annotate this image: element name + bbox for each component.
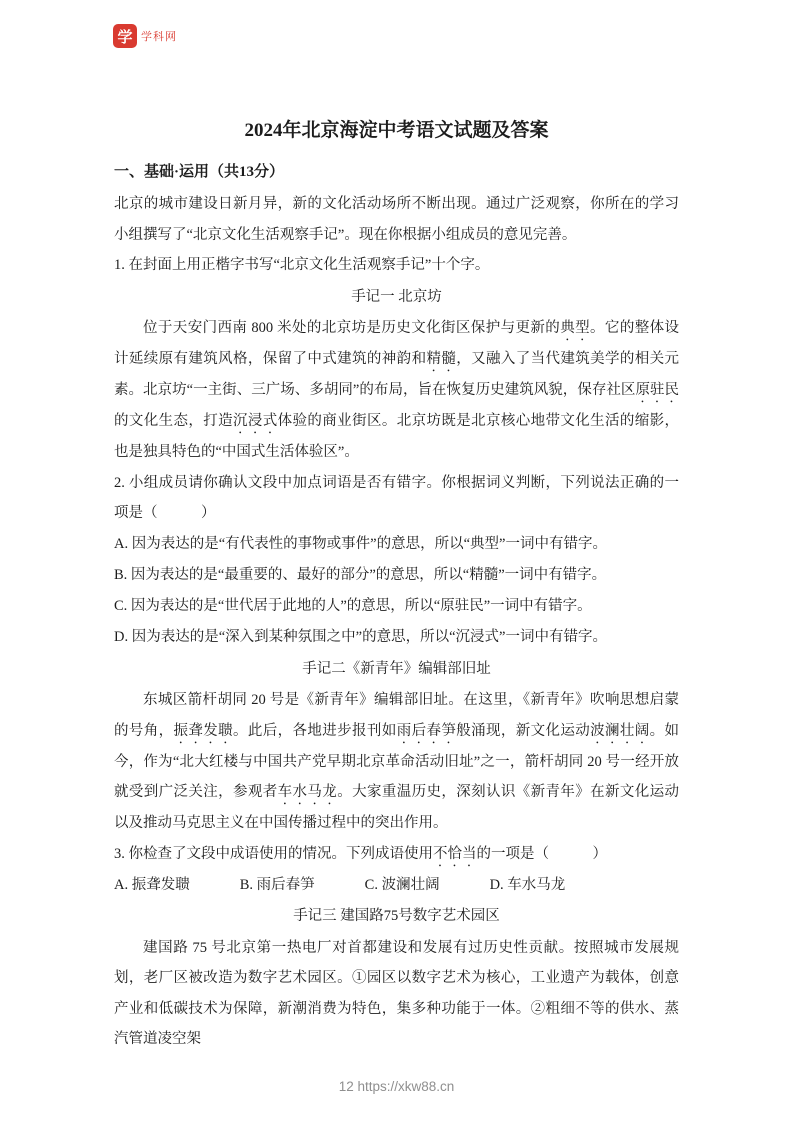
question-2-option: C. 因为表达的是“世代居于此地的人”的意思，所以“原驻民”一词中有错字。 — [114, 597, 592, 614]
emphasized-word: 沉浸式 — [233, 413, 278, 429]
question-2-option: B. 因为表达的是“最重要的、最好的部分”的意思，所以“精髓”一词中有错字。 — [114, 566, 607, 583]
text-segment: 位于天安门西南 800 米处的北京坊是历史文化街区保护与更新的 — [143, 320, 561, 336]
emphasized-word: 精髓 — [426, 351, 457, 367]
text-segment: 体验的商业街区。北京坊既是北京核心地带文化生活的缩影，也是独具特色的“中国式生活体验区”。 — [114, 413, 680, 460]
question-3-options — [114, 870, 679, 901]
passage-2 — [114, 685, 679, 839]
text-segment: ，又融入了当代建筑美学的相关元素。北京坊“一主街、三广场、多胡同”的布局，旨在恢复历史建筑风貌，保存社区 — [114, 351, 680, 398]
text-segment: 般涌现，新文化运动 — [456, 722, 591, 739]
emphasized-word: 波澜壮阔 — [590, 722, 650, 739]
emphasized-word: 车水马龙 — [277, 784, 338, 800]
note3-title: 手记三 建国路75号数字艺术园区 — [293, 908, 500, 924]
emphasized-word: 典型 — [560, 320, 591, 336]
page-footer-text: 12 https://xkw88.cn — [338, 1079, 455, 1094]
emphasized-word: 振聋发聩 — [173, 722, 234, 739]
site-logo-icon: 学 — [113, 24, 137, 48]
note1-title: 手记一 北京坊 — [351, 288, 442, 305]
text-segment: 东城区箭杆胡同 20 号是《新青年》编辑部旧址。在这里，《新青年》吹响思想启蒙的号角， — [114, 692, 679, 739]
emphasized-word: 不恰当 — [433, 845, 477, 862]
question-2: 2. 小组成员请你确认文段中加点词语是否有错字。你根据词义判断，下列说法正确的一项是（ ） — [114, 474, 679, 521]
text-segment: 3. 你检查了文段中成语使用的情况。下列成语使用 — [114, 845, 433, 862]
question-2-option: A. 因为表达的是“有代表性的事物或事件”的意思，所以“典型”一词中有错字。 — [114, 535, 607, 552]
page-title: 2024年北京海淀中考语文试题及答案 — [244, 120, 549, 141]
question-3 — [114, 839, 679, 870]
note2-title: 手记二《新青年》编辑部旧址 — [302, 660, 491, 677]
section-heading: 一、基础·运用（共13分） — [114, 164, 285, 180]
text-segment: 。如今，作为“北大红楼与中国共产党早期北京革命活动旧址”之一，箭杆胡同 20 号一经开放就受到广泛关注，参观者 — [114, 722, 680, 800]
question-3-option: D. 车水马龙 — [489, 876, 566, 893]
site-logo — [113, 24, 177, 48]
question-2-option: D. 因为表达的是“深入到某种氛围之中”的意思，所以“沉浸式”一词中有错字。 — [114, 628, 607, 645]
question-1: 1. 在封面上用正楷字书写“北京文化生活观察手记”十个字。 — [114, 257, 490, 273]
site-logo-text: 学科网 — [141, 31, 177, 43]
passage-3: 建国路 75 号北京第一热电厂对首都建设和发展有过历史性贡献。按照城市发展规划，老厂区被改造为数字艺术园区。①园区以数字艺术为核心，工业遗产为载体，创意产业和低碳技术为保障，新潮消费为特色，集多种功能于一体。②粗细不等的供水、蒸汽管道凌空架 — [114, 939, 679, 1047]
question-2-options — [114, 529, 679, 653]
question-3-option: C. 波澜壮阔 — [364, 876, 440, 893]
emphasized-word: 雨后春笋 — [396, 722, 457, 739]
emphasized-word: 原驻民 — [635, 382, 679, 398]
intro-paragraph: 北京的城市建设日新月异，新的文化活动场所不断出现。通过广泛观察，你所在的学习小组撰写了“北京文化生活观察手记”。现在你根据小组成员的意见完善。 — [114, 196, 679, 243]
text-segment: 。大家重温历史，深刻认识《新青年》在新文化运动以及推动马克思主义在中国传播过程中的突出作用。 — [114, 784, 680, 831]
question-3-option: A. 振聋发聩 — [114, 876, 190, 893]
text-segment: 。此后，各地进步报刊如 — [233, 722, 397, 739]
passage-1 — [114, 313, 679, 468]
text-segment: 。它的整体设计延续原有建筑风格，保留了中式建筑的神韵和 — [114, 320, 680, 367]
text-segment: 的一项是（ ） — [476, 845, 607, 862]
page-footer — [0, 1079, 793, 1094]
question-3-option: B. 雨后春笋 — [239, 876, 315, 893]
text-segment: 的文化生态，打造 — [114, 413, 234, 429]
